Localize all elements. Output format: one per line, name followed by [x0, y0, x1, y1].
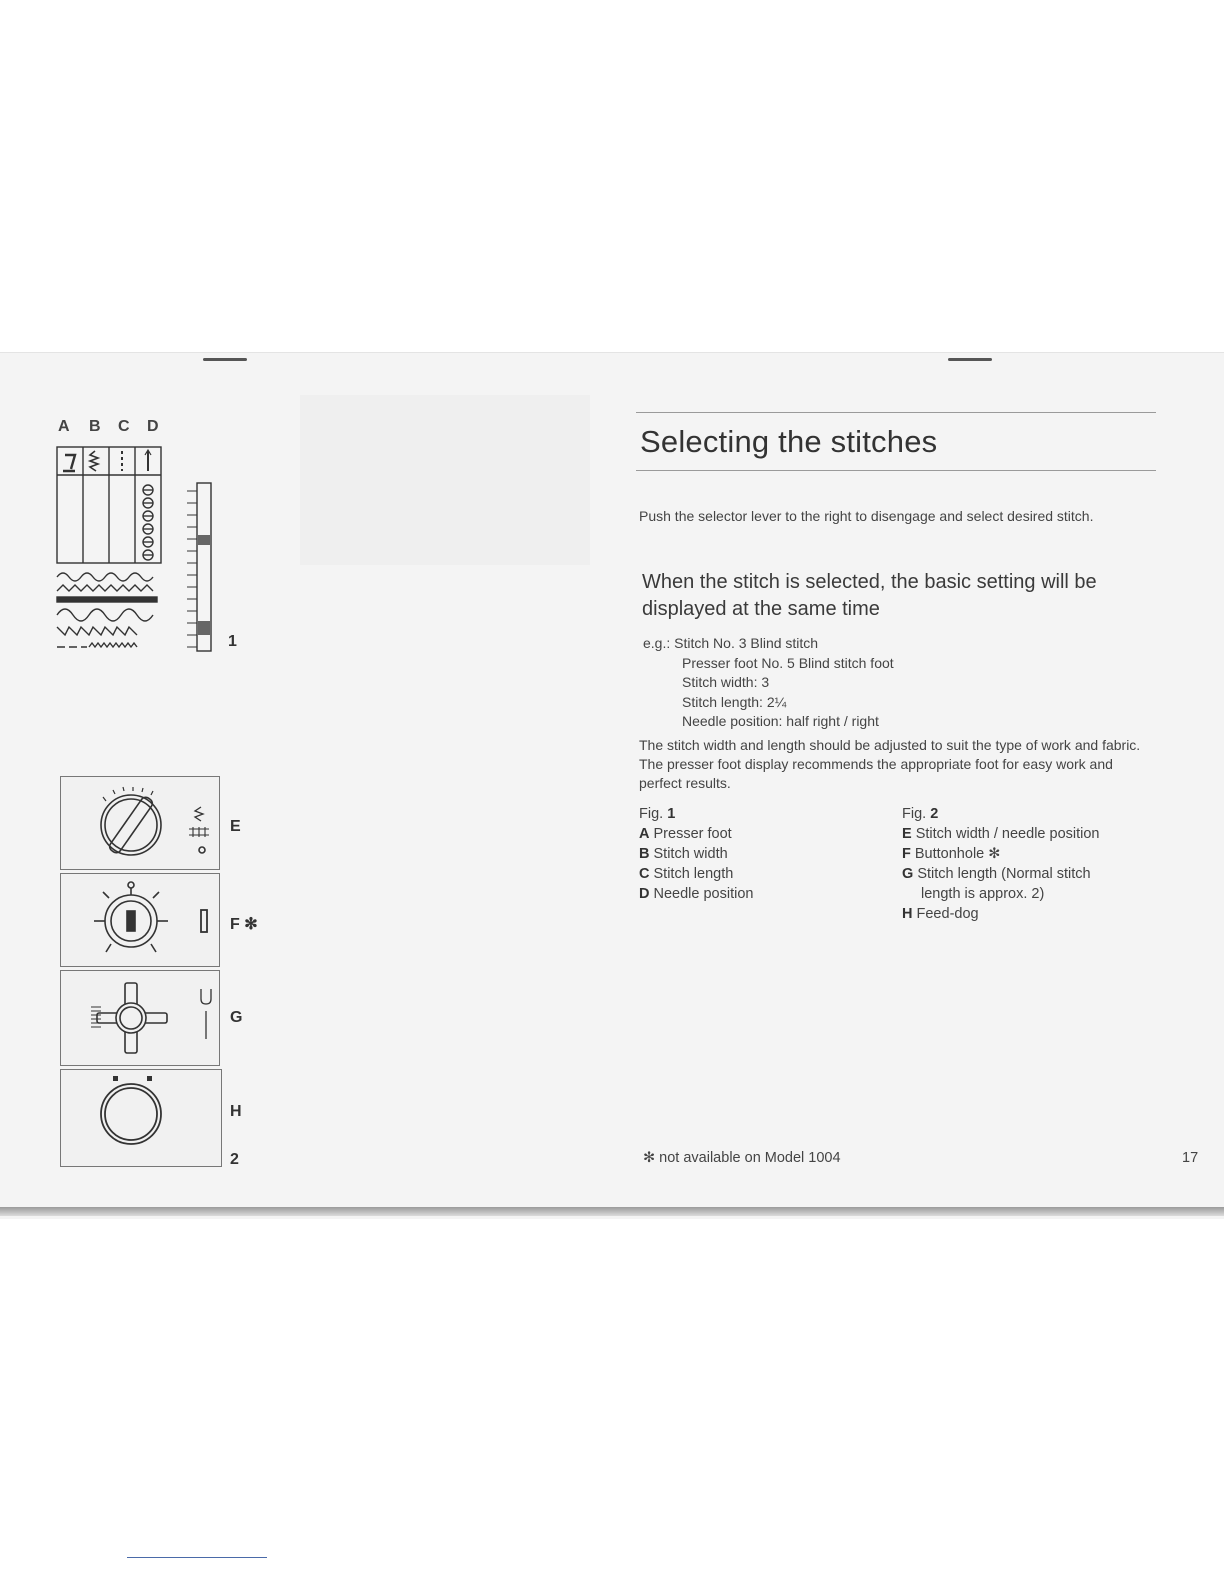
legend-item: C Stitch length [639, 866, 734, 882]
legend-fig2 [902, 804, 1099, 924]
advice-paragraph: The stitch width and length should be adjusted to suit the type of work and fabric. The presser foot display recommends the appropriate foot for easy work and perfect results. [639, 737, 1141, 791]
legend-fig2-title: Fig. 2 [902, 806, 939, 822]
footer-rule [127, 1557, 267, 1558]
legend-fig1-title: Fig. 1 [639, 806, 676, 822]
page-number: 17 [1182, 1150, 1199, 1166]
stitch-length-dial-icon [61, 971, 219, 1065]
fig2-label-e: E [230, 818, 241, 835]
panel-stitch-length-dial [60, 970, 220, 1066]
fig2-label-g: G [230, 1009, 243, 1026]
fig2-label-h: H [230, 1103, 242, 1120]
example-line: Needle position: half right / right [682, 713, 879, 729]
example-line: Stitch No. 3 Blind stitch [674, 635, 819, 651]
page-edge-shadow [0, 1207, 1224, 1216]
buttonhole-dial-icon [61, 874, 219, 966]
legend-item: A Presser foot [639, 826, 732, 842]
legend-fig1 [639, 804, 753, 904]
binding-mark-left [203, 358, 247, 361]
fig1-number: 1 [228, 633, 237, 650]
fig2-label-f: F ✻ [230, 916, 258, 933]
legend-item-continuation: length is approx. 2) [921, 886, 1045, 902]
fig1-label-d: D [147, 418, 159, 435]
subheading: When the stitch is selected, the basic setting will be displayed at the same time [642, 571, 1097, 620]
title-rule-bottom [636, 470, 1156, 471]
legend-item: F Buttonhole ✻ [902, 846, 1001, 862]
example-line: Presser foot No. 5 Blind stitch foot [682, 654, 894, 671]
legend-item: G Stitch length (Normal stitch [902, 866, 1091, 882]
binding-mark-right [948, 358, 992, 361]
fig2-number: 2 [230, 1151, 239, 1168]
asterisk-mark: ✻ [244, 916, 258, 933]
title-rule-top [636, 412, 1156, 413]
legend-item: D Needle position [639, 886, 754, 902]
example-block [643, 634, 894, 732]
legend-item: E Stitch width / needle position [902, 826, 1100, 842]
page-title: Selecting the stitches [640, 424, 938, 459]
example-prefix: e.g.: [643, 635, 671, 651]
panel-buttonhole-dial [60, 873, 220, 967]
show-through-shadow [300, 395, 590, 565]
panel-stitch-width-dial [60, 776, 220, 870]
legend-item: B Stitch width [639, 846, 728, 862]
fig1-label-c: C [118, 418, 130, 435]
stitch-selector-illustration [55, 445, 225, 655]
example-line: Stitch width: 3 [682, 674, 770, 690]
example-line: Stitch length: 2¼ [682, 693, 787, 710]
stitch-width-dial-icon [61, 777, 219, 869]
footnote: ✻ not available on Model 1004 [643, 1150, 841, 1166]
intro-paragraph: Push the selector lever to the right to disengage and select desired stitch. [639, 508, 1094, 524]
legend-item: H Feed-dog [902, 906, 979, 922]
fig1-label-a: A [58, 418, 70, 435]
panel-feed-dog-dial [60, 1069, 222, 1167]
feed-dog-dial-icon [61, 1070, 221, 1166]
fig1-label-b: B [89, 418, 101, 435]
